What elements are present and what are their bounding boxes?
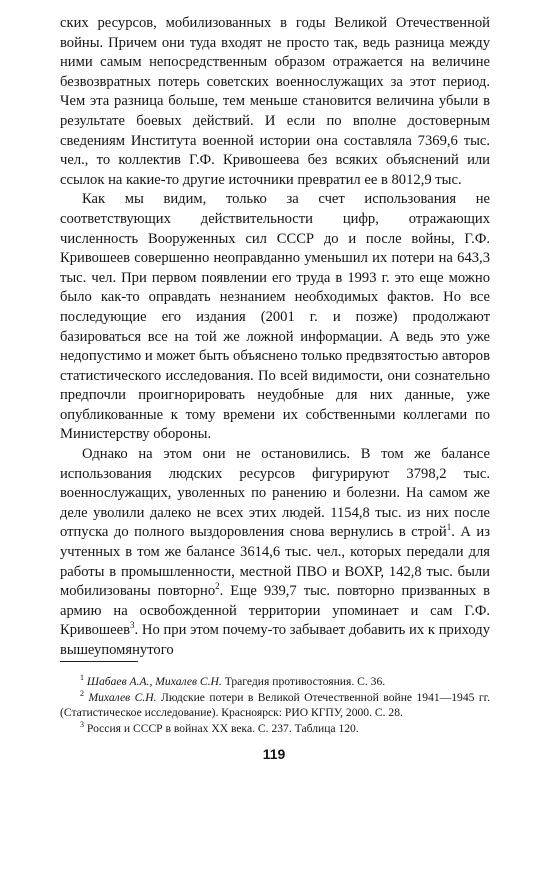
text-run: . Еще 939,7 тыс. повторно призванных в армию на освобожденной территории упоминает и сам Г.Ф. Кривошеев (60, 583, 490, 639)
footnote-number: 1 (80, 673, 84, 683)
footnote-reference: 2 (215, 581, 220, 592)
footnote-reference: 1 (446, 522, 452, 533)
footnote (60, 690, 490, 721)
footnote (60, 721, 490, 737)
text-run: . Но при этом почему-то забывает добавить их к приходу вышеупомянутого (60, 622, 490, 658)
footnote-divider (60, 661, 138, 662)
text-run: Однако на этом они не остановились. В том же балансе использования людских ресурсов фигурируют 3798,2 тыс. военнослужащих, уволенных по ранению и болезни. На самом же деле уволили далеко не всех этих людей. 1154,8 тыс. из них после отпуска до полного выздоровления снова вернулись в строй (60, 446, 490, 541)
footnotes (60, 674, 490, 736)
main-text (60, 14, 490, 661)
paragraph (60, 445, 490, 661)
footnote-text: Россия и СССР в войнах XX века. С. 237. Таблица 120. (86, 721, 359, 735)
footnote-text: Трагедия противостояния. С. 36. (221, 675, 386, 688)
page-number: 119 (262, 746, 286, 762)
paragraph (60, 14, 490, 190)
footnote-author: Шабаев А.А., Михалев С.Н. (86, 675, 222, 688)
text-run: Как мы видим, только за счет использования не соответствующих действительности цифр, отражающих численность Вооруженных сил СССР до и после войны, Г.Ф. Кривошеев совершенно неоправданно уменьшил их потери на 643,3 тыс. чел. При первом появлении его труда в 1993 г. это еще можно было как-то оправдать незнанием необходимых фактов. Но все последующие его издания (2001 г. и позже) продолжают базироваться все на той же ложной информации. А ведь это уже недопустимо и может быть объяснено только предвзятостью авторов статистического исследования. По всей видимости, они сознательно предпочли проигнорировать неудобные для них данные, уже опубликованные к тому времени их собственными коллегами по Министерству обороны. (60, 191, 490, 443)
footnote-reference: 3 (130, 620, 135, 631)
footnote-author: Михалев С.Н. (88, 690, 157, 704)
footnote-text: Людские потери в Великой Отечественной войне 1941—1945 гг. (Статистическое исследование). Красноярск: РИО КГПУ, 2000. С. 28. (60, 690, 490, 719)
footnote-number: 3 (80, 719, 84, 729)
footnote (60, 674, 490, 690)
text-run: . А из учтенных в том же балансе 3614,6 тыс. чел., которых передали для работы в промышленности, местной ПВО и ВОХР, 142,8 тыс. были мобилизованы повторно (60, 524, 490, 600)
paragraph (60, 190, 490, 445)
text-run: ских ресурсов, мобилизованных в годы Великой Отечественной войны. Причем они туда входят не просто так, ведь разница между ними самым непосредственным образом отражается на величине безвозвратных потерь советских военнослужащих за этот период. Чем эта разница больше, тем меньше становится величина убыли в результате боевых действий. И если по вполне достоверным сведениям Института военной истории она составляла 7369,6 тыс. чел., то коллектив Г.Ф. Кривошеева без всяких объяснений или ссылок на какие-то другие источники превратил ее в 8012,9 тыс. (60, 15, 490, 188)
footnote-number: 2 (80, 688, 84, 698)
